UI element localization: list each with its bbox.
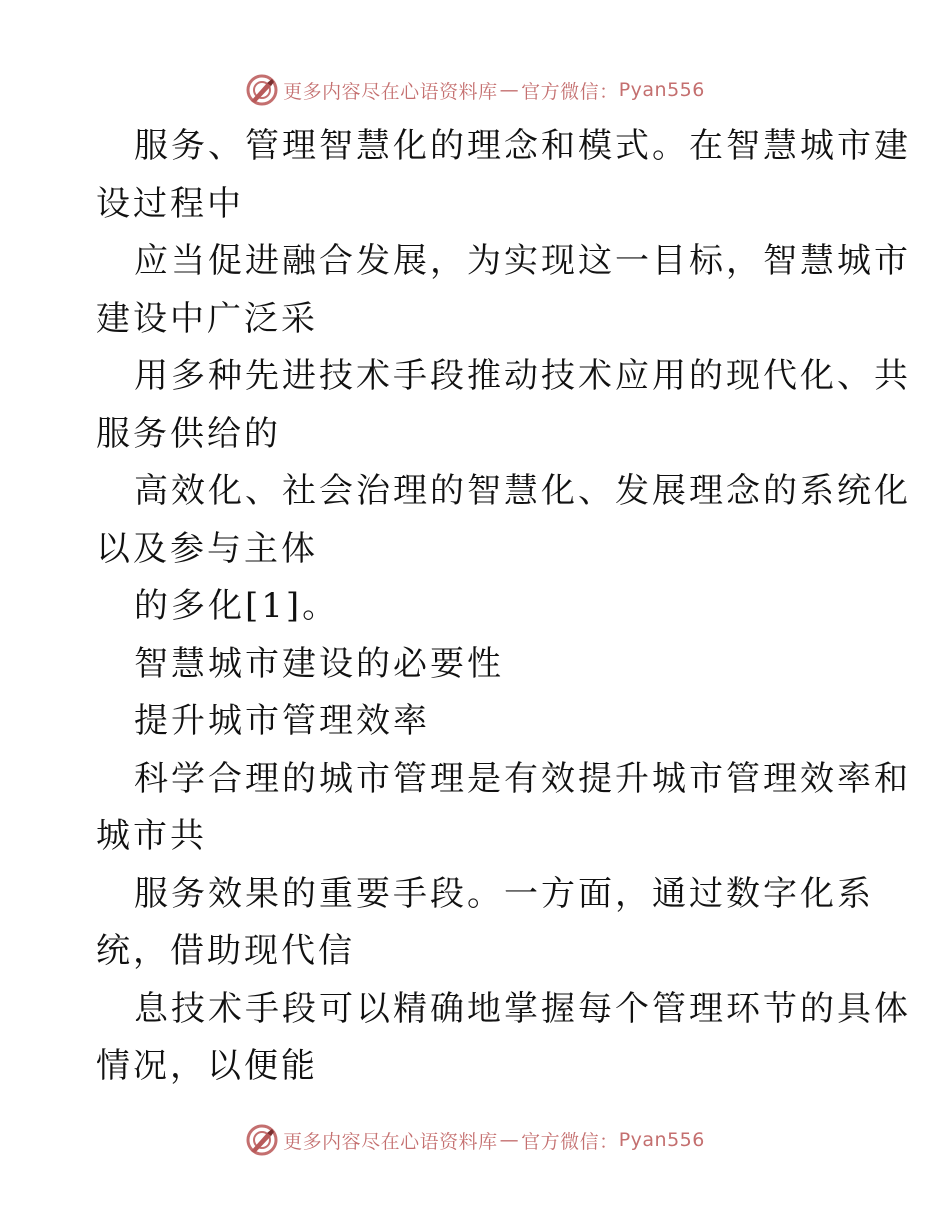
text-line: 的多化[1]。 (134, 586, 340, 626)
text-line: 高效化、社会治理的智慧化、发展理念的系统化 (134, 471, 911, 511)
text-line: 服务、管理智慧化的理念和模式。在智慧城市建 (134, 126, 911, 166)
watermark-separator: — (499, 1129, 520, 1151)
watermark-wechat-id: Pyan556 (618, 1129, 705, 1151)
watermark-text: 更多内容尽在心语资料库 (283, 1130, 498, 1153)
document-body (0, 118, 950, 1096)
text-line: 建设中广泛采 (96, 298, 318, 339)
text-line: 息技术手段可以精确地掌握每个管理环节的具体 (134, 988, 911, 1029)
watermark-wechat-label: 官方微信： (521, 1130, 619, 1153)
text-line: 以及参与主体 (96, 528, 318, 569)
subsection-heading: 提升城市管理效率 (134, 701, 430, 741)
text-line: 服务效果的重要手段。一方面，通过数字化系 (134, 873, 874, 914)
watermark-separator: — (499, 79, 520, 101)
section-heading: 智慧城市建设的必要性 (134, 643, 504, 684)
watermark-wechat-label: 官方微信： (521, 80, 619, 103)
watermark-wechat-id: Pyan556 (618, 79, 705, 101)
text-line: 服务供给的 (96, 413, 281, 454)
pen-circle-logo-icon (245, 73, 279, 107)
text-line: 情况，以便能 (96, 1046, 318, 1086)
watermark-text: 更多内容尽在心语资料库 (283, 80, 498, 103)
watermark-footer (0, 1120, 950, 1160)
watermark-header (0, 70, 950, 110)
text-line: 用多种先进技术手段推动技术应用的现代化、共 (134, 356, 911, 396)
pen-circle-logo-icon (245, 1123, 279, 1157)
text-line: 城市共 (96, 816, 207, 856)
text-block (96, 118, 911, 1096)
text-line: 应当促进融合发展，为实现这一目标，智慧城市 (134, 241, 911, 281)
text-line: 统，借助现代信 (96, 931, 355, 971)
text-line: 科学合理的城市管理是有效提升城市管理效率和 (134, 758, 911, 799)
text-line: 设过程中 (96, 183, 244, 224)
